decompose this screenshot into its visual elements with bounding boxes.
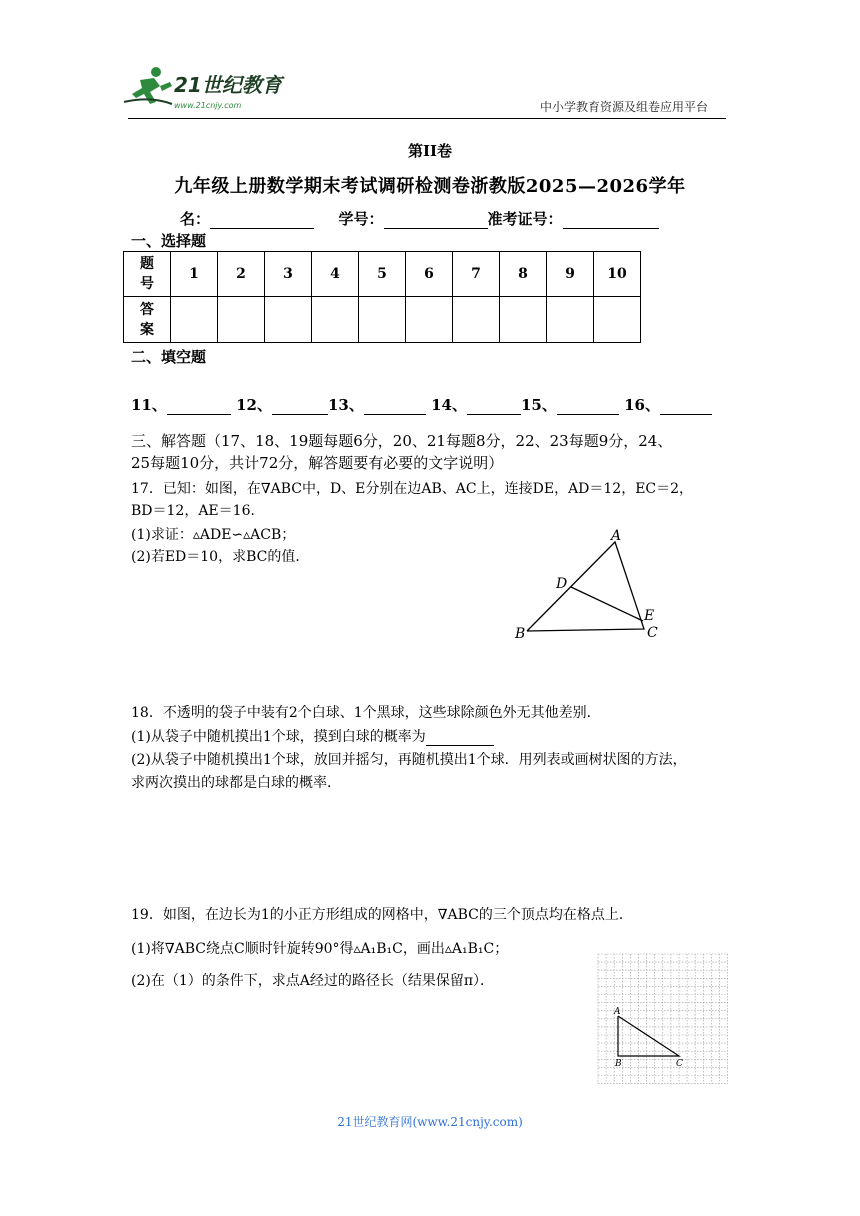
grid-label-a: A xyxy=(614,1007,621,1017)
answer-cell[interactable] xyxy=(547,297,594,343)
id-label: 学号： xyxy=(338,210,384,228)
logo-text: 21世纪教育 xyxy=(174,73,282,97)
exam-blank xyxy=(563,212,659,229)
q18-part1-row xyxy=(131,726,494,746)
q19-part2: (2)在（1）的条件下，求点A经过的路径长（结果保留π）． xyxy=(131,973,495,989)
site-logo xyxy=(120,62,290,118)
q18-line1: 18．不透明的袋子中装有2个白球、1个黑球，这些球除颜色外无其他差别． xyxy=(131,705,601,721)
fill-blanks: 11、 12、 13、 14、 15、 16、 xyxy=(131,394,712,415)
blank-15[interactable] xyxy=(557,399,619,415)
header-divider xyxy=(128,118,726,119)
answer-cell[interactable] xyxy=(265,297,312,343)
answer-cell[interactable] xyxy=(171,297,218,343)
student-info xyxy=(180,208,659,229)
triangle-abc-grid xyxy=(618,1016,679,1056)
blank-14[interactable] xyxy=(467,399,521,415)
blank-16[interactable] xyxy=(660,399,712,415)
number-cell: 2 xyxy=(218,252,265,297)
answer-cell[interactable] xyxy=(359,297,406,343)
answer-row xyxy=(124,297,641,343)
number-cell: 1 xyxy=(171,252,218,297)
number-cell: 5 xyxy=(359,252,406,297)
grid-label-c: C xyxy=(676,1059,683,1069)
number-cell: 10 xyxy=(594,252,641,297)
label-a: A xyxy=(611,528,622,544)
label-b: B xyxy=(515,626,526,642)
q18-part2b: 求两次摸出的球都是白球的概率． xyxy=(131,775,341,791)
answer-cell[interactable] xyxy=(218,297,265,343)
number-cell: 6 xyxy=(406,252,453,297)
answer-cell[interactable] xyxy=(406,297,453,343)
q17-line1: 17．已知：如图，在∇ABC中，D、E分别在边AB、AC上，连接DE，AD＝12，EC＝2， xyxy=(131,481,694,497)
label-c: C xyxy=(647,625,658,641)
number-cell: 9 xyxy=(547,252,594,297)
q17-line2: BD＝12，AE＝16． xyxy=(131,503,265,519)
q18-part2a: (2)从袋子中随机摸出1个球，放回并摇匀，再随机摸出1个球．用列表或画树状图的方法， xyxy=(131,752,687,768)
volume-label: 第II卷 xyxy=(407,142,453,160)
blank-11[interactable] xyxy=(167,399,231,415)
answer-header: 答 案 xyxy=(124,297,171,343)
q19-line1: 19．如图，在边长为1的小正方形组成的网格中，∇ABC的三个顶点均在格点上． xyxy=(131,907,633,923)
number-cell: 8 xyxy=(500,252,547,297)
logo-url: www.21cnjy.com xyxy=(174,101,242,110)
triangle-figure-q17 xyxy=(505,525,685,645)
id-blank xyxy=(384,212,488,229)
section-solve-line1: 三、解答题（17、18、19题每题6分，20、21每题8分，22、23每题9分，24、 xyxy=(131,432,673,450)
answer-cell[interactable] xyxy=(594,297,641,343)
answer-cell[interactable] xyxy=(453,297,500,343)
number-cell: 4 xyxy=(312,252,359,297)
answer-cell[interactable] xyxy=(500,297,547,343)
grid-label-b: B xyxy=(615,1059,622,1069)
name-label: 名： xyxy=(180,210,211,228)
section-fill: 二、填空题 xyxy=(131,348,207,366)
number-cell: 3 xyxy=(265,252,312,297)
label-e: E xyxy=(644,608,655,624)
page-title: 九年级上册数学期末考试调研检测卷浙教版2025—2026学年 xyxy=(174,176,686,197)
exam-label: 准考证号： xyxy=(487,210,563,228)
section-solve-line2: 25每题10分，共计72分，解答题要有必要的文字说明） xyxy=(131,454,504,472)
answer-table xyxy=(123,251,641,343)
blank-13[interactable] xyxy=(364,399,426,415)
grid-figure-q19 xyxy=(597,953,729,1085)
number-header: 题 号 xyxy=(124,252,171,297)
q18-part1: (1)从袋子中随机摸出1个球，摸到白球的概率为 xyxy=(131,729,426,745)
footer-link[interactable]: 21世纪教育网(www.21cnjy.com) xyxy=(337,1115,523,1129)
number-row xyxy=(124,252,641,297)
triangle-abc xyxy=(527,542,644,631)
name-blank xyxy=(210,212,314,229)
answer-cell[interactable] xyxy=(312,297,359,343)
q17-part1: (1)求证：▵ADE∽▵ACB； xyxy=(131,527,296,543)
label-d: D xyxy=(556,576,568,592)
q18-answer-blank[interactable] xyxy=(426,731,494,746)
number-cell: 7 xyxy=(453,252,500,297)
platform-name: 中小学教育资源及组卷应用平台 xyxy=(540,100,709,114)
q17-part2: (2)若ED＝10，求BC的值． xyxy=(131,549,310,565)
blank-12[interactable] xyxy=(272,399,328,415)
q19-part1: (1)将∇ABC绕点C顺时针旋转90°得▵A₁B₁C，画出▵A₁B₁C； xyxy=(131,941,509,957)
runner-icon xyxy=(124,67,172,104)
section-choice: 一、选择题 xyxy=(131,232,207,250)
